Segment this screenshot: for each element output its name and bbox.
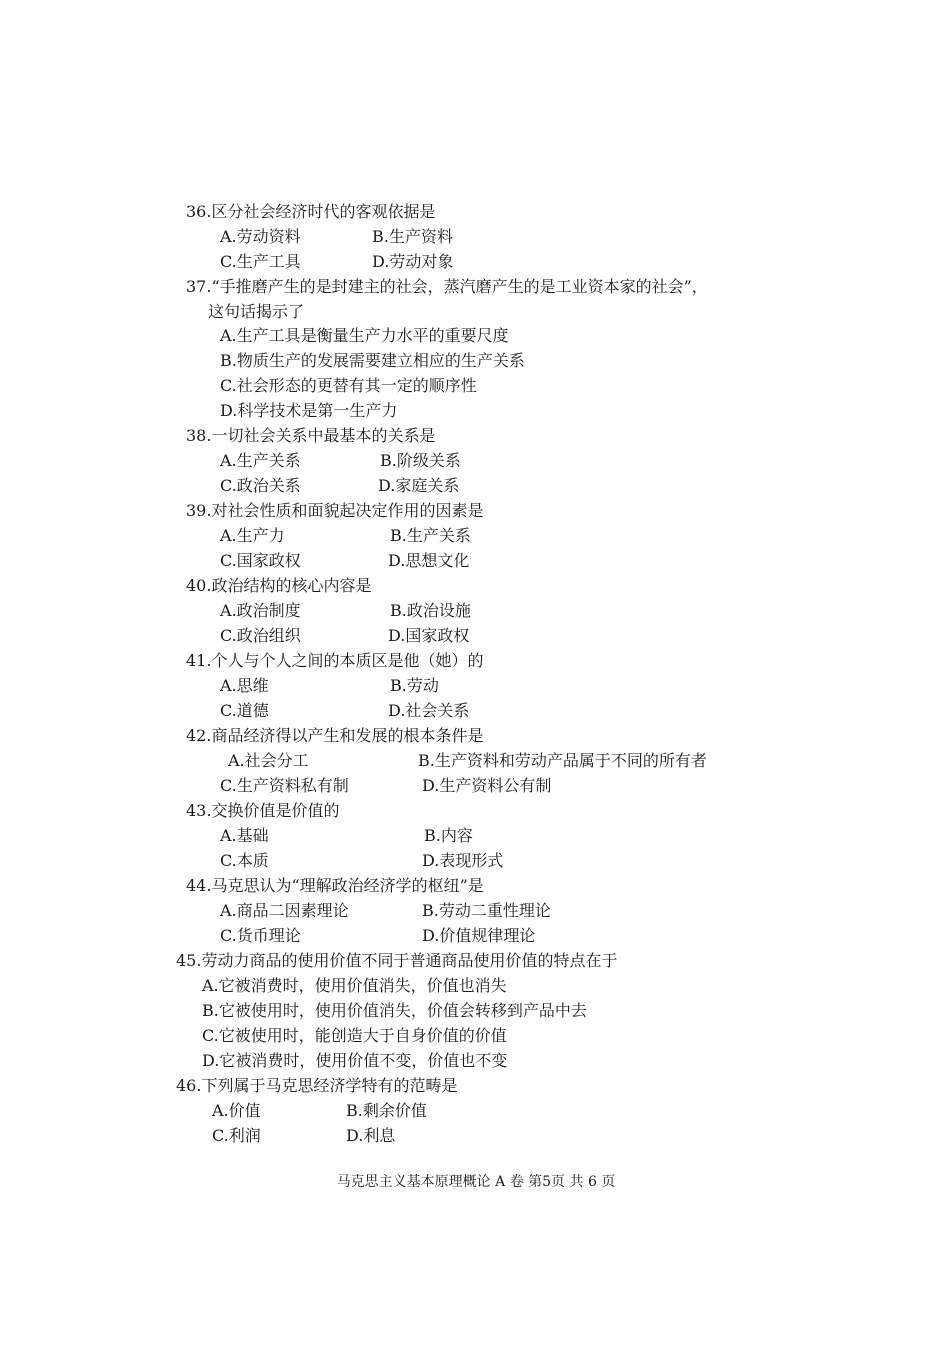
question-38-option-a: A.生产关系 (220, 451, 301, 470)
question-39-option-a: A.生产力 (220, 526, 285, 545)
question-45-option-d: D.它被消费时，使用价值不变，价值也不变 (202, 1051, 508, 1070)
question-38-option-b: B.阶级关系 (380, 451, 461, 470)
question-42-option-a: A.社会分工 (228, 751, 309, 770)
question-37-stem: 37.“手推磨产生的是封建主的社会，蒸汽磨产生的是工业资本家的社会”， (186, 277, 708, 296)
question-43-option-d: D.表现形式 (422, 851, 504, 870)
question-38-option-c: C.政治关系 (220, 476, 301, 495)
question-43-option-a: A.基础 (220, 826, 269, 845)
question-36-option-d: D.劳动对象 (372, 252, 454, 271)
question-38-stem: 38.一切社会关系中最基本的关系是 (186, 426, 436, 445)
question-44-option-b: B.劳动二重性理论 (422, 901, 551, 920)
question-37-option-a: A.生产工具是衡量生产力水平的重要尺度 (220, 326, 509, 345)
question-44-stem: 44.马克思认为“理解政治经济学的枢纽”是 (186, 876, 484, 895)
question-46-stem: 46.下列属于马克思经济学特有的范畴是 (176, 1076, 458, 1095)
question-40-option-d: D.国家政权 (388, 626, 470, 645)
question-41-option-d: D.社会关系 (388, 701, 470, 720)
question-40-option-c: C.政治组织 (220, 626, 301, 645)
question-36-option-b: B.生产资料 (372, 227, 453, 246)
question-45-option-a: A.它被消费时，使用价值消失，价值也消失 (202, 976, 507, 995)
question-39-option-c: C.国家政权 (220, 551, 301, 570)
question-44-option-a: A.商品二因素理论 (220, 901, 349, 920)
question-37-option-c: C.社会形态的更替有其一定的顺序性 (220, 376, 477, 395)
question-46-option-c: C.利润 (212, 1126, 261, 1145)
question-41-option-a: A.思维 (220, 676, 269, 695)
question-39-stem: 39.对社会性质和面貌起决定作用的因素是 (186, 501, 484, 520)
question-43-option-b: B.内容 (424, 826, 473, 845)
question-42-option-b: B.生产资料和劳动产品属于不同的所有者 (418, 751, 707, 770)
question-42-option-c: C.生产资料私有制 (220, 776, 349, 795)
question-36-stem: 36.区分社会经济时代的客观依据是 (186, 202, 436, 221)
question-39-option-d: D.思想文化 (388, 551, 470, 570)
question-44-option-c: C.货币理论 (220, 926, 301, 945)
question-46-option-a: A.价值 (212, 1101, 261, 1120)
question-45-option-c: C.它被使用时，能创造大于自身价值的价值 (202, 1026, 507, 1045)
question-41-option-c: C.道德 (220, 701, 269, 720)
question-36-option-c: C.生产工具 (220, 252, 301, 271)
question-45-option-b: B.它被使用时，使用价值消失，价值会转移到产品中去 (202, 1001, 587, 1020)
question-40-option-b: B.政治设施 (390, 601, 471, 620)
question-42-stem: 42.商品经济得以产生和发展的根本条件是 (186, 726, 484, 745)
question-43-option-c: C.本质 (220, 851, 269, 870)
question-43-stem: 43.交换价值是价值的 (186, 801, 340, 820)
question-40-option-a: A.政治制度 (220, 601, 301, 620)
question-41-stem: 41.个人与个人之间的本质区是他（她）的 (186, 651, 484, 670)
question-46-option-b: B.剩余价值 (346, 1101, 427, 1120)
question-36-option-a: A.劳动资料 (220, 227, 301, 246)
question-46-option-d: D.利息 (346, 1126, 396, 1145)
page-footer: 马克思主义基本原理概论 A 卷 第5页 共 6 页 (336, 1174, 616, 1190)
question-37-stem-continued: 这句话揭示了 (208, 302, 305, 321)
question-38-option-d: D.家庭关系 (378, 476, 460, 495)
question-39-option-b: B.生产关系 (390, 526, 471, 545)
question-37-option-b: B.物质生产的发展需要建立相应的生产关系 (220, 351, 525, 370)
question-40-stem: 40.政治结构的核心内容是 (186, 576, 372, 595)
question-41-option-b: B.劳动 (390, 676, 439, 695)
question-42-option-d: D.生产资料公有制 (422, 776, 552, 795)
question-45-stem: 45.劳动力商品的使用价值不同于普通商品使用价值的特点在于 (176, 951, 618, 970)
question-37-option-d: D.科学技术是第一生产力 (220, 401, 398, 420)
question-44-option-d: D.价值规律理论 (422, 926, 536, 945)
